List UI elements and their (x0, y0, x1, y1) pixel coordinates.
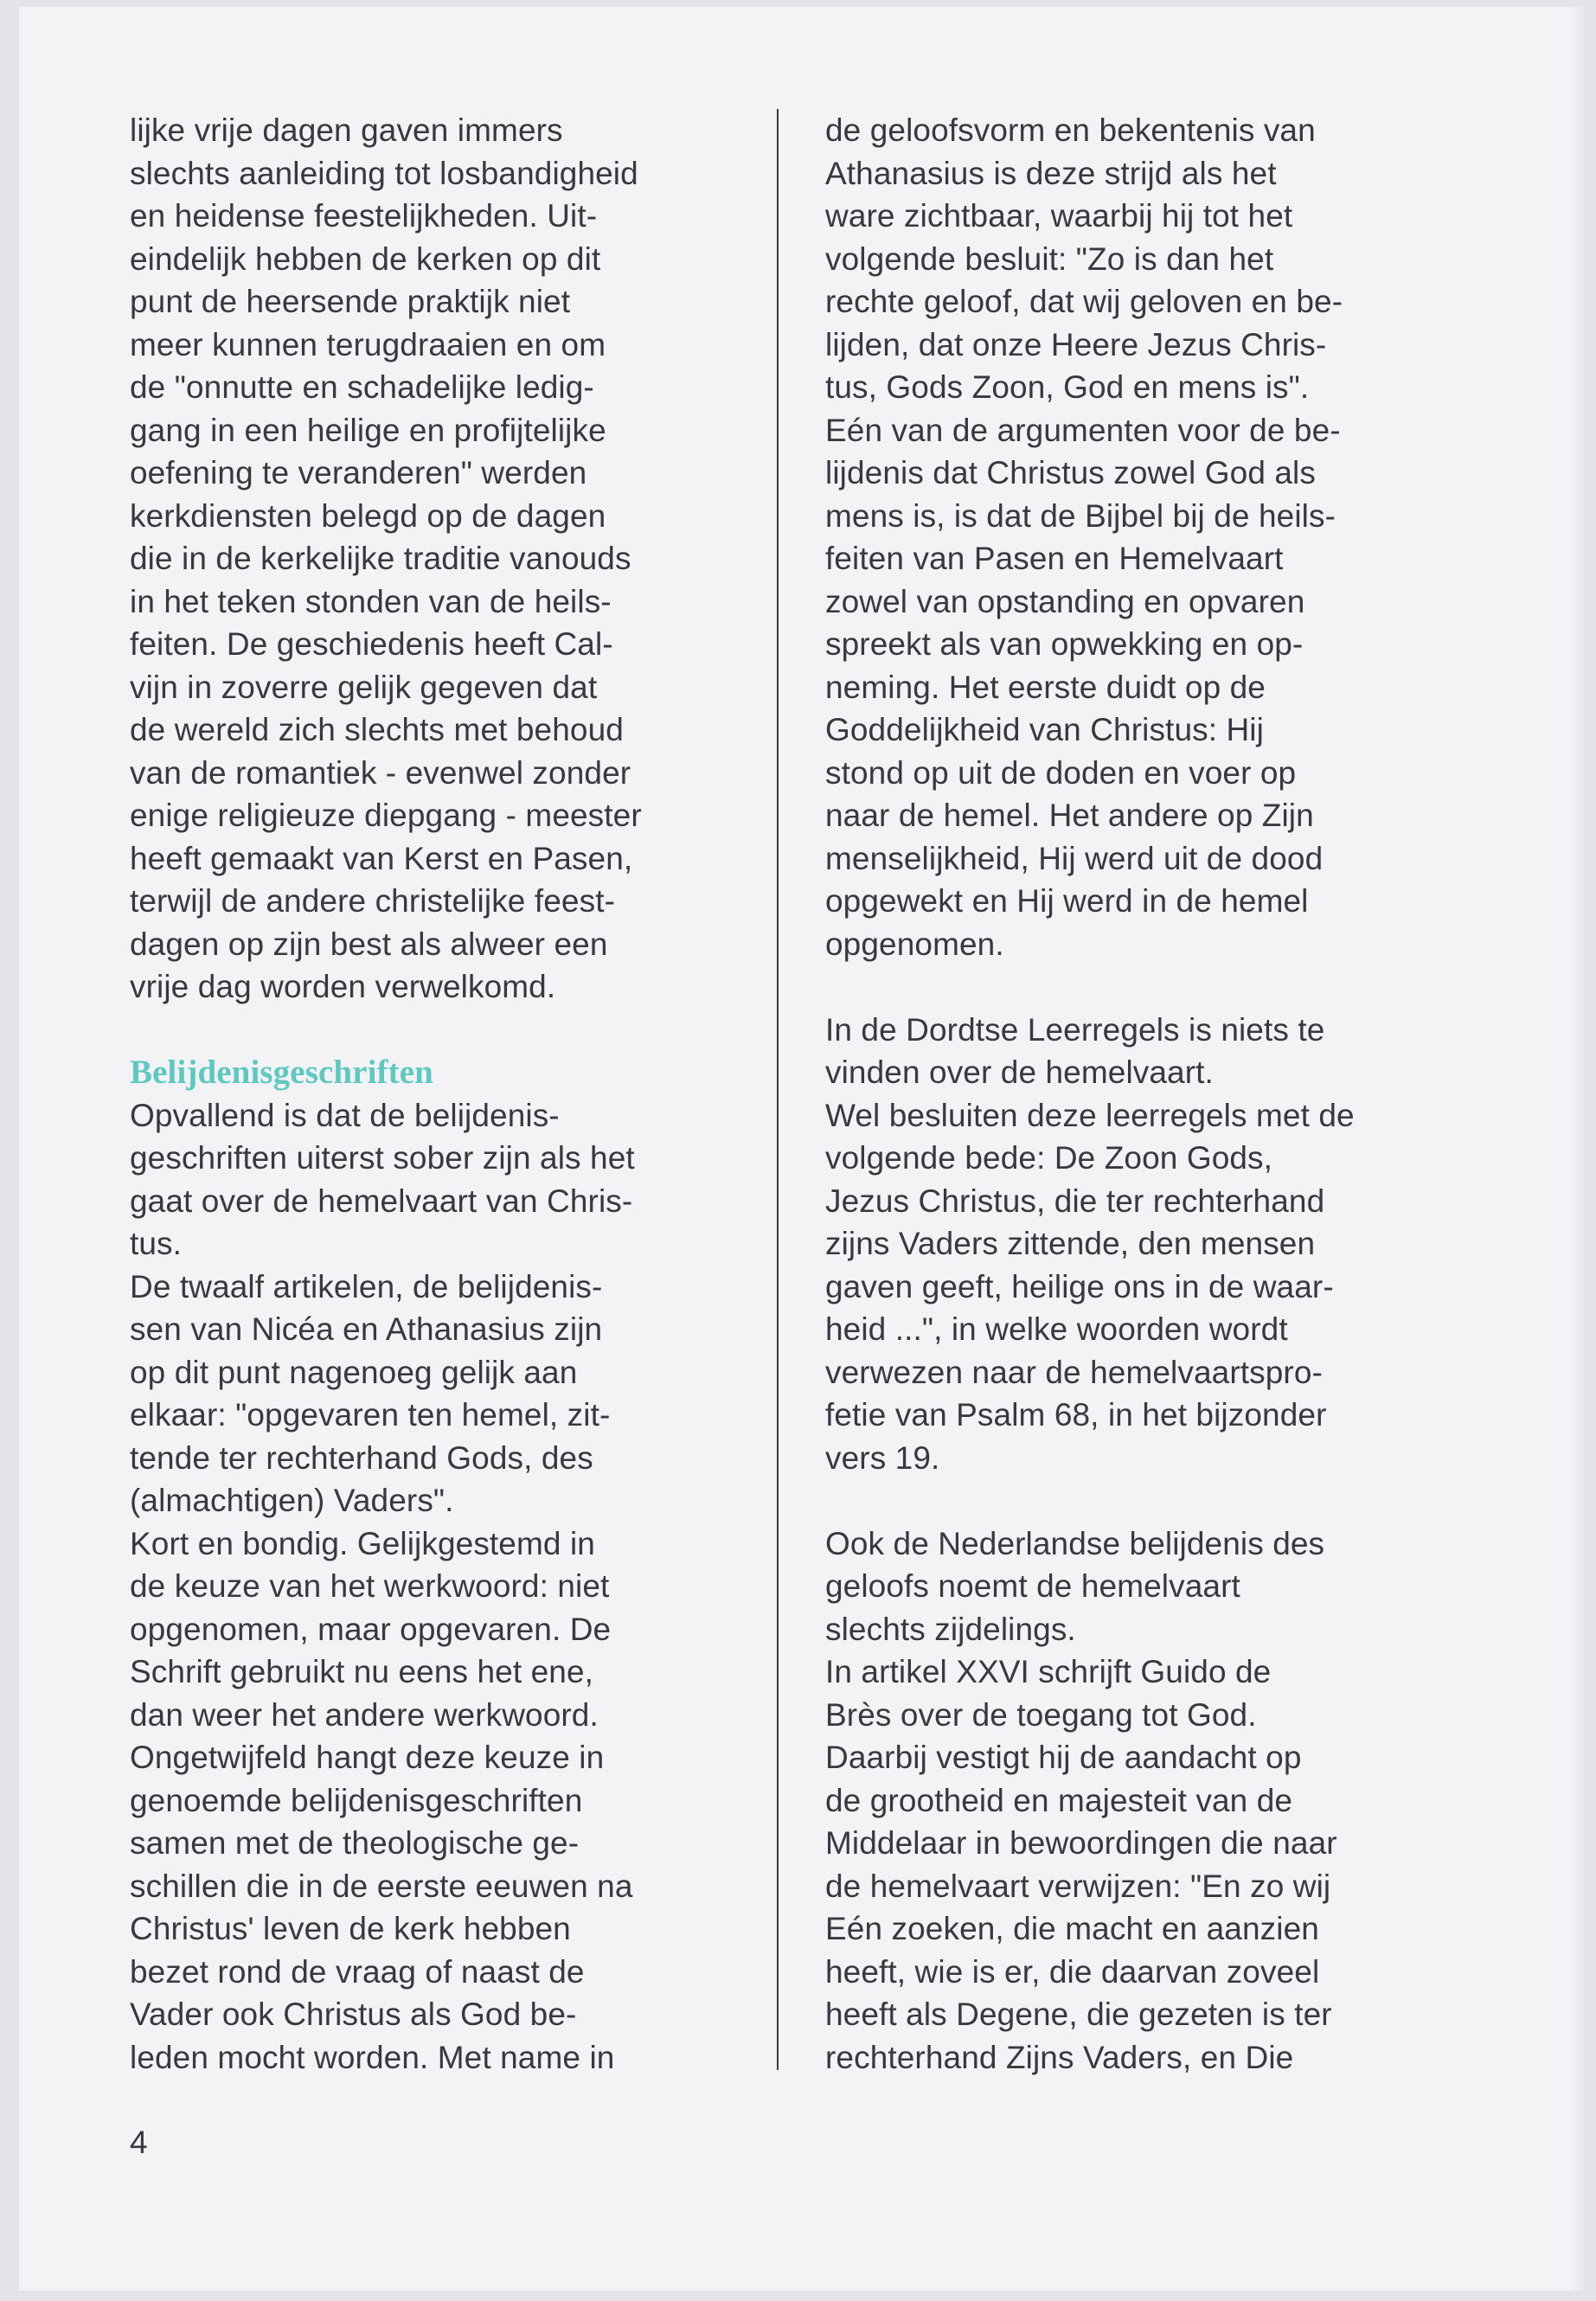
text-line: eindelijk hebben de kerken op dit (130, 240, 601, 277)
column-divider (777, 109, 779, 2070)
text-line: van de romantiek - evenwel zonder (130, 754, 631, 791)
text-line: enige religieuze diepgang - meester (130, 798, 642, 833)
text-line: Ongetwijfeld hangt deze keuze in (130, 1740, 605, 1775)
text-line: De twaalf artikelen, de belijdenis- (130, 1268, 603, 1304)
text-line: Athanasius is deze strijd als het (825, 155, 1277, 191)
text-line: Eén van de argumenten voor de be- (825, 412, 1341, 448)
left-paragraph-1 (130, 109, 753, 1009)
text-line: Schrift gebruikt nu eens het ene, (130, 1654, 594, 1689)
text-line: kerkdiensten belegd op de dagen (130, 497, 606, 534)
text-line: naar de hemel. Het andere op Zijn (825, 798, 1314, 833)
text-line: menselijkheid, Hij werd uit de dood (825, 840, 1324, 876)
text-line: tende ter rechterhand Gods, des (130, 1439, 593, 1476)
text-line: op dit punt nagenoeg gelijk aan (130, 1354, 578, 1390)
text-line: Ook de Nederlandse belijdenis des (825, 1525, 1325, 1561)
text-line: opgenomen. (825, 926, 1004, 962)
paragraph-gap (825, 965, 1483, 1009)
section-heading: Belijdenisgeschriften (130, 1054, 433, 1091)
text-line: lijden, dat onze Heere Jezus Chris- (825, 326, 1327, 362)
text-line: gaat over de hemelvaart van Chris- (130, 1183, 633, 1219)
text-line: die in de kerkelijke traditie vanouds (130, 541, 631, 576)
text-line: in het teken stonden van de heils- (130, 583, 612, 619)
text-line: Kort en bondig. Gelijkgestemd in (130, 1525, 595, 1561)
text-line: terwijl de andere christelijke feest- (130, 883, 615, 919)
text-line: heeft, wie is er, die daarvan zoveel (825, 1953, 1320, 1990)
left-column (130, 109, 753, 2079)
text-line: heid ...", in welke woorden wordt (825, 1311, 1288, 1347)
text-line: stond op uit de doden en voer op (825, 754, 1297, 791)
text-line: de hemelvaart verwijzen: "En zo wij (825, 1868, 1331, 1904)
text-line: Wel besluiten deze leerregels met de (825, 1097, 1355, 1133)
text-line: spreekt als van opwekking en op- (825, 626, 1304, 662)
text-line: vinden over de hemelvaart. (825, 1054, 1214, 1090)
left-paragraph-2 (130, 1094, 753, 2080)
text-line: Christus' leven de kerk hebben (130, 1911, 571, 1946)
text-line: oefening te veranderen" werden (130, 455, 587, 490)
text-line: Middelaar in bewoordingen die naar (825, 1825, 1337, 1861)
text-line: genoemde belijdenisgeschriften (130, 1782, 583, 1818)
text-line: (almachtigen) Vaders". (130, 1483, 454, 1518)
paragraph-gap (130, 1009, 753, 1052)
paragraph-gap (825, 1479, 1483, 1522)
text-line: Daarbij vestigt hij de aandacht op (825, 1740, 1302, 1775)
text-line: elkaar: "opgevaren ten hemel, zit- (130, 1397, 611, 1433)
text-line: rechterhand Zijns Vaders, en Die (825, 2039, 1294, 2075)
text-line: dagen op zijn best als alweer een (130, 926, 608, 962)
text-line: en heidense feestelijkheden. Uit- (130, 198, 598, 234)
text-line: punt de heersende praktijk niet (130, 284, 571, 319)
text-line: de keuze van het werkwoord: niet (130, 1568, 610, 1604)
text-line: volgende besluit: "Zo is dan het (825, 240, 1274, 277)
text-line: Opvallend is dat de belijdenis- (130, 1097, 560, 1133)
text-line: neming. Het eerste duidt op de (825, 669, 1266, 705)
text-line: samen met de theologische ge- (130, 1825, 580, 1861)
text-line: de geloofsvorm en bekentenis van (825, 112, 1316, 148)
text-line: gang in een heilige en profijtelijke (130, 412, 606, 448)
text-line: mens is, is dat de Bijbel bij de heils- (825, 497, 1336, 534)
text-line: Eén zoeken, die macht en aanzien (825, 1911, 1319, 1946)
right-paragraph-2 (825, 1009, 1483, 1480)
text-line: verwezen naar de hemelvaartspro- (825, 1354, 1323, 1390)
text-line: opgenomen, maar opgevaren. De (130, 1611, 612, 1647)
text-line: slechts zijdelings. (825, 1611, 1076, 1647)
text-line: slechts aanleiding tot losbandigheid (130, 155, 638, 191)
text-line: rechte geloof, dat wij geloven en be- (825, 284, 1343, 319)
text-line: de wereld zich slechts met behoud (130, 712, 624, 747)
text-line: In de Dordtse Leerregels is niets te (825, 1011, 1325, 1048)
document-page (19, 7, 1583, 2291)
text-line: gaven geeft, heilige ons in de waar- (825, 1268, 1334, 1304)
text-line: tus, Gods Zoon, God en mens is". (825, 369, 1310, 405)
text-line: dan weer het andere werkwoord. (130, 1696, 599, 1733)
text-line: leden mocht worden. Met name in (130, 2039, 615, 2075)
text-line: tus. (130, 1226, 183, 1261)
text-line: Jezus Christus, die ter rechterhand (825, 1183, 1325, 1219)
text-line: heeft als Degene, die gezeten is ter (825, 1997, 1332, 2032)
text-line: In artikel XXVI schrijft Guido de (825, 1654, 1272, 1689)
page-edge-shadow (1569, 7, 1583, 2291)
text-line: vijn in zoverre gelijk gegeven dat (130, 669, 598, 705)
text-line: sen van Nicéa en Athanasius zijn (130, 1311, 603, 1347)
text-line: feiten. De geschiedenis heeft Cal- (130, 626, 613, 662)
text-line: opgewekt en Hij werd in de hemel (825, 883, 1309, 919)
text-line: meer kunnen terugdraaien en om (130, 326, 606, 362)
text-line: volgende bede: De Zoon Gods, (825, 1140, 1273, 1176)
right-column (825, 109, 1483, 2079)
text-line: bezet rond de vraag of naast de (130, 1953, 585, 1990)
text-line: vers 19. (825, 1439, 940, 1476)
text-line: Vader ook Christus als God be- (130, 1997, 577, 2032)
text-line: fetie van Psalm 68, in het bijzonder (825, 1397, 1327, 1433)
right-paragraph-1 (825, 109, 1483, 965)
text-line: ware zichtbaar, waarbij hij tot het (825, 198, 1293, 234)
text-line: zijns Vaders zittende, den mensen (825, 1226, 1316, 1261)
text-line: geloofs noemt de hemelvaart (825, 1568, 1240, 1604)
page-number: 4 (130, 2125, 148, 2160)
text-line: lijdenis dat Christus zowel God als (825, 455, 1316, 490)
text-line: de grootheid en majesteit van de (825, 1782, 1293, 1818)
text-line: Goddelijkheid van Christus: Hij (825, 712, 1264, 747)
text-line: geschriften uiterst sober zijn als het (130, 1140, 635, 1176)
text-line: schillen die in de eerste eeuwen na (130, 1868, 633, 1904)
text-line: heeft gemaakt van Kerst en Pasen, (130, 840, 633, 876)
text-line: Brès over de toegang tot God. (825, 1696, 1257, 1733)
text-line: lijke vrije dagen gaven immers (130, 112, 563, 148)
text-line: feiten van Pasen en Hemelvaart (825, 541, 1284, 576)
text-line: zowel van opstanding en opvaren (825, 583, 1305, 619)
text-line: vrije dag worden verwelkomd. (130, 969, 556, 1004)
right-paragraph-3 (825, 1522, 1483, 2080)
text-line: de "onnutte en schadelijke ledig- (130, 369, 594, 405)
